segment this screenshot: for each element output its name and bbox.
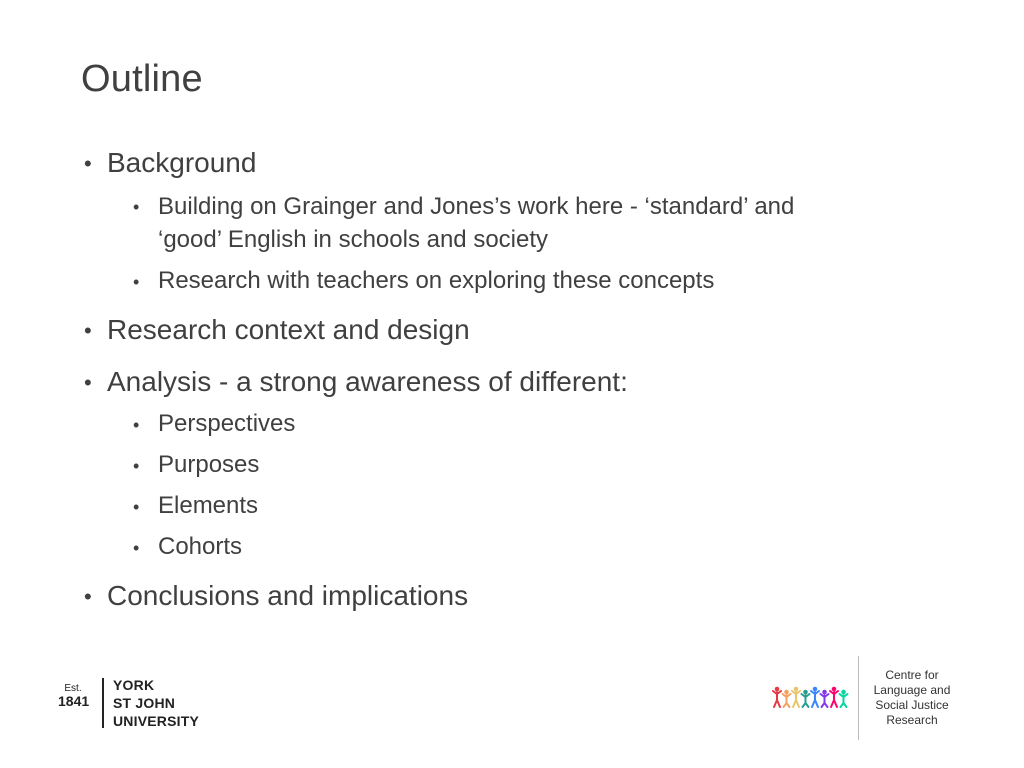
bullet-dot: • — [84, 370, 92, 395]
bullet-dot: • — [133, 197, 140, 217]
figure-head — [784, 690, 789, 695]
bullet-dot: • — [84, 584, 92, 609]
university-logo-line3: UNIVERSITY — [113, 713, 200, 729]
figure-body — [811, 691, 819, 707]
bullet-research-context: Research context and design — [107, 314, 470, 345]
sub-bullet-purposes: Purposes — [158, 451, 260, 478]
bullet-dot: • — [133, 456, 140, 476]
figure-head — [813, 687, 818, 692]
sub-bullet-research-teachers: Research with teachers on exploring these concepts — [158, 267, 715, 294]
slide-title: Outline — [81, 58, 203, 100]
figure-body — [840, 694, 848, 707]
university-logo-line2: ST JOHN — [113, 695, 176, 711]
bullet-dot: • — [84, 318, 92, 343]
centre-logo-line1: Centre for — [885, 668, 939, 682]
est-year: 1841 — [58, 693, 90, 709]
centre-logo-line4: Research — [886, 713, 938, 727]
sub-bullet-grainger-line2: ‘good’ English in schools and society — [158, 226, 549, 253]
figure-head — [794, 687, 799, 692]
bullet-dot: • — [133, 538, 140, 558]
bullet-dot: • — [133, 272, 140, 292]
figure-body — [773, 691, 781, 707]
centre-logo-divider — [858, 656, 859, 740]
bullet-conclusions: Conclusions and implications — [107, 580, 469, 611]
figure-head — [775, 687, 780, 692]
bullet-analysis: Analysis - a strong awareness of different: — [107, 366, 628, 397]
figure-head — [832, 687, 837, 692]
est-1841-mark — [58, 683, 88, 707]
sub-bullet-cohorts: Cohorts — [158, 533, 243, 560]
figure-head — [803, 690, 808, 695]
est-label: Est. — [64, 683, 82, 694]
sub-bullet-elements: Elements — [158, 492, 259, 519]
centre-logo-text — [866, 668, 958, 728]
bullet-dot: • — [133, 497, 140, 517]
centre-logo-line3: Social Justice — [875, 698, 949, 712]
sub-bullet-grainger-line1: Building on Grainger and Jones’s work here - ‘standard’ and — [158, 193, 795, 220]
logo-divider — [102, 678, 104, 728]
figure-body — [821, 694, 829, 707]
dancing-figures-icon — [772, 683, 852, 711]
figure-body — [783, 694, 791, 707]
bullet-dot: • — [133, 415, 140, 435]
university-logo-text — [113, 676, 199, 730]
bullet-dot: • — [84, 151, 92, 176]
sub-bullet-perspectives: Perspectives — [158, 410, 296, 437]
bullet-background: Background — [107, 147, 257, 178]
figure-body — [830, 691, 838, 707]
university-logo-line1: YORK — [113, 677, 155, 693]
figure-body — [792, 691, 800, 707]
centre-logo-line2: Language and — [873, 683, 951, 697]
figure-head — [841, 690, 846, 695]
figure-body — [802, 694, 810, 707]
figure-head — [822, 690, 827, 695]
